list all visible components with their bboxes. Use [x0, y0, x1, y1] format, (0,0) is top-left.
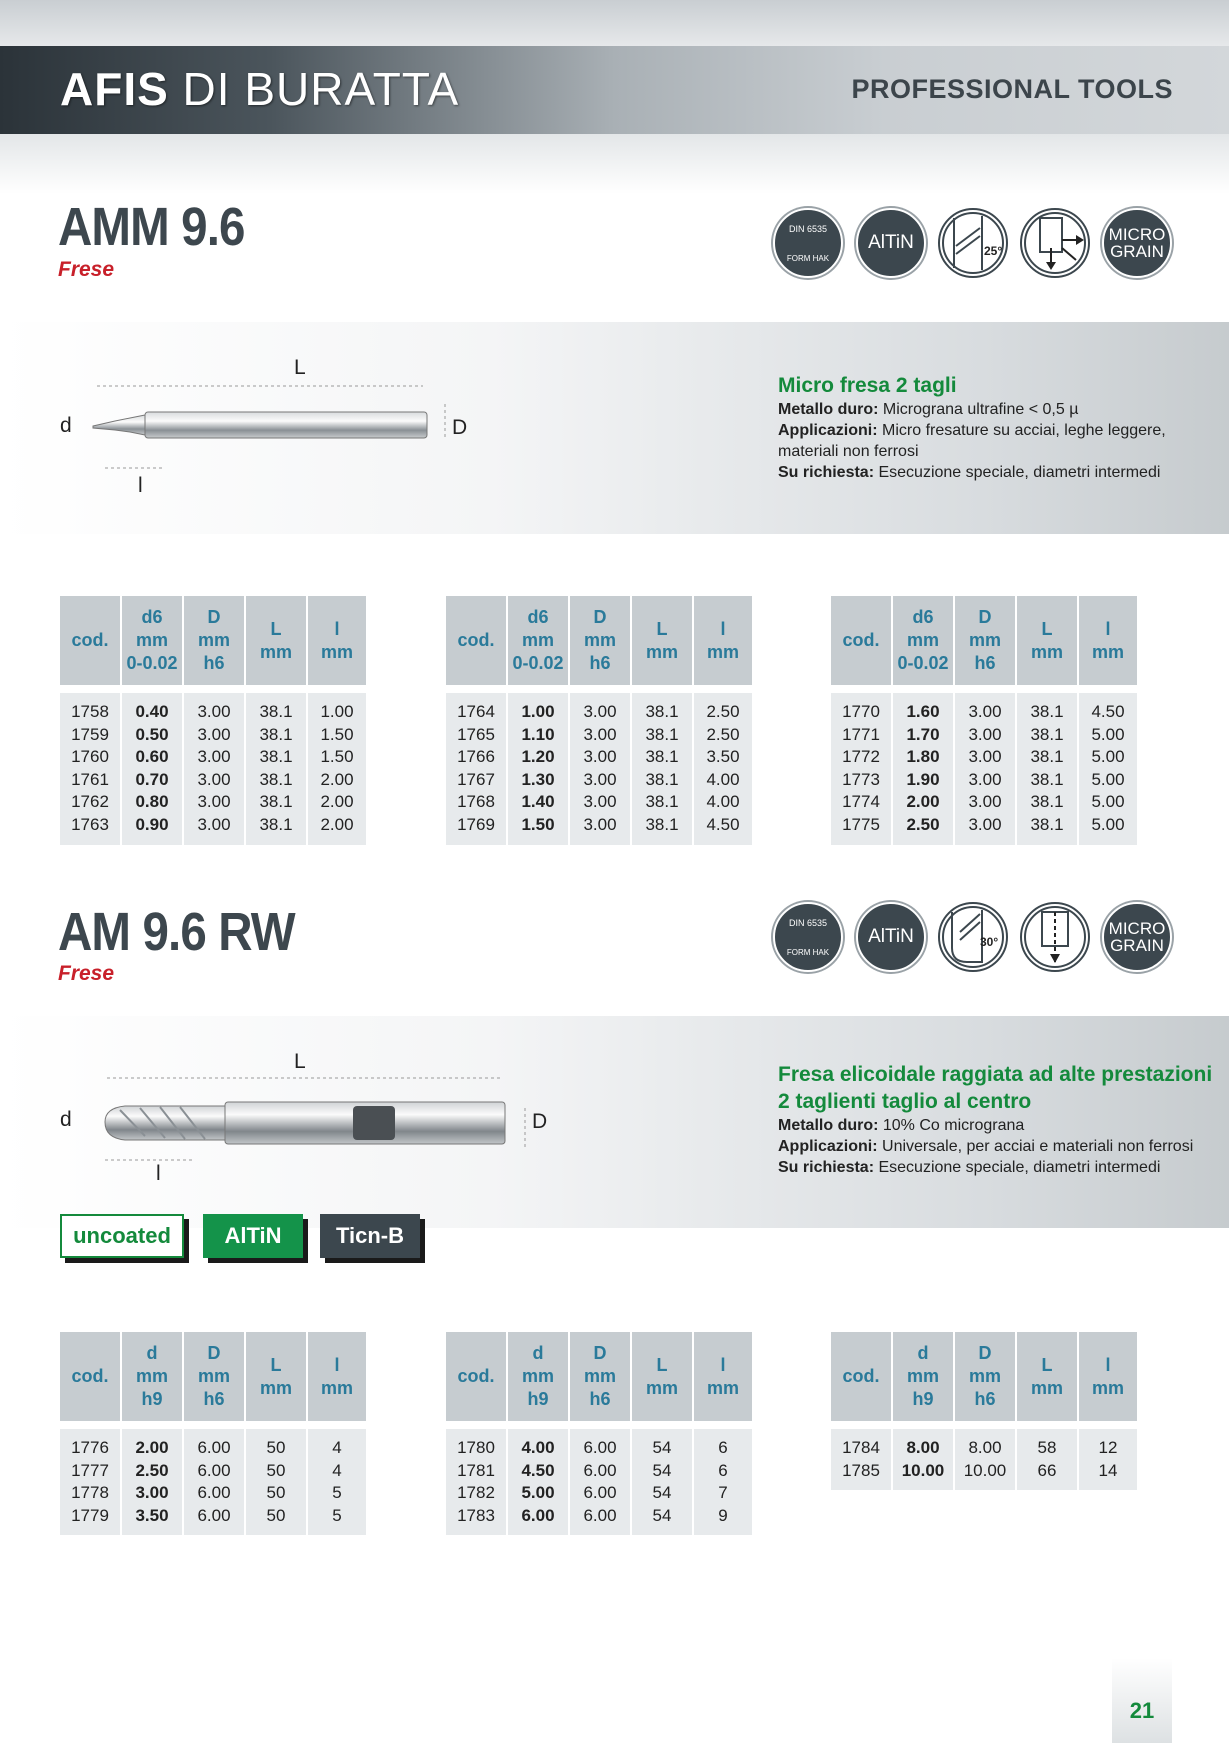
- table-cell: 5.00: [1091, 769, 1125, 789]
- table-body: [446, 693, 754, 845]
- table-column-l: [694, 693, 752, 845]
- table-cell: 1.70: [906, 724, 940, 744]
- table-cell: 5.00: [1091, 792, 1125, 812]
- table-cell: 1770: [842, 702, 880, 721]
- header-cell: l mm: [308, 596, 366, 685]
- table-column-d: [893, 693, 953, 845]
- dim-L-2: L: [294, 1050, 306, 1073]
- table-cell: 3.00: [197, 702, 231, 721]
- table-column-l: [308, 693, 366, 845]
- table-cell: 1773: [842, 769, 880, 789]
- micro-text: MICRO: [1108, 225, 1166, 244]
- table-cell: 14: [1098, 1460, 1118, 1480]
- table-cell: 3.00: [583, 769, 617, 789]
- table-column-cod: [831, 1429, 891, 1490]
- table-cell: 0.50: [135, 724, 169, 744]
- table-column-l: [308, 1429, 366, 1535]
- table-cell: 0.40: [135, 702, 169, 721]
- table-cell: 5.00: [1091, 747, 1125, 767]
- table-cell: 6.00: [583, 1505, 617, 1525]
- table-cell: 1783: [457, 1505, 495, 1525]
- table-cell: 38.1: [259, 747, 293, 767]
- table-header: [60, 596, 368, 685]
- dim-L-1: L: [294, 356, 306, 379]
- micrograin-badge: [1102, 902, 1172, 972]
- table-cell: 2.50: [906, 814, 940, 834]
- table-header: [446, 1332, 754, 1421]
- table-cell: 2.00: [320, 814, 354, 834]
- table-cell: 6.00: [197, 1505, 231, 1525]
- table-cell: 2.50: [706, 702, 740, 721]
- table-cell: 3.50: [706, 747, 740, 767]
- header-shadow: [0, 134, 1229, 194]
- table-cell: 3.00: [583, 724, 617, 744]
- table-cell: 3.00: [583, 792, 617, 812]
- table-cell: 2.50: [135, 1460, 169, 1480]
- table-cell: 5: [332, 1505, 342, 1525]
- table-cell: 38.1: [1030, 724, 1064, 744]
- table-cell: 1.50: [521, 814, 555, 834]
- table-column-L: [632, 1429, 692, 1535]
- header-cell: l mm: [1079, 596, 1137, 685]
- desc-line: Metallo duro: 10% Co micrograna: [778, 1117, 1025, 1134]
- table-body: [446, 1429, 754, 1535]
- table-cell: 12: [1098, 1438, 1118, 1457]
- tagline: PROFESSIONAL TOOLS: [851, 74, 1173, 104]
- table-cell: 4.00: [706, 769, 740, 789]
- table-body: [831, 1429, 1139, 1490]
- table-cell: 4.50: [706, 814, 740, 834]
- table-cell: 1767: [457, 769, 495, 789]
- table-cell: 0.60: [135, 747, 169, 767]
- header-cell: d mm h9: [122, 1332, 182, 1421]
- header-cell: cod.: [831, 596, 891, 685]
- din-bottom-text: FORM HAK: [786, 947, 830, 957]
- table-cell: 38.1: [1030, 769, 1064, 789]
- din-top-text: DIN 6535: [788, 917, 828, 928]
- din-badge: [773, 208, 843, 278]
- center-cut-icon: [1020, 902, 1090, 972]
- table-cell: 38.1: [259, 702, 293, 721]
- table-cell: 38.1: [1030, 792, 1064, 812]
- table-cell: 3.00: [968, 792, 1002, 812]
- desc-heading-2a: Fresa elicoidale raggiata ad alte prestazioni: [778, 1063, 1213, 1086]
- spec-table-2c: [831, 1332, 1139, 1490]
- table-cell: 1.50: [320, 724, 354, 744]
- table-cell: 1777: [71, 1460, 109, 1480]
- spec-table-1a: [60, 596, 368, 845]
- table-cell: 50: [266, 1483, 286, 1503]
- table-cell: 1.80: [906, 747, 940, 767]
- grain-text: GRAIN: [1110, 242, 1164, 261]
- table-column-cod: [60, 1429, 120, 1535]
- table-cell: 1764: [457, 702, 495, 721]
- table-header: [446, 596, 754, 685]
- table-column-D: [184, 693, 244, 845]
- brand-rest: DI BURATTA: [168, 63, 460, 115]
- header-cell: D mm h6: [184, 596, 244, 685]
- table-body: [60, 693, 368, 845]
- table-cell: 1.40: [521, 792, 555, 812]
- table-cell: 3.00: [135, 1483, 169, 1503]
- table-column-d: [508, 693, 568, 845]
- header-cell: D mm h6: [955, 1332, 1015, 1421]
- header-cell: L mm: [246, 596, 306, 685]
- table-column-L: [632, 693, 692, 845]
- table-column-D: [955, 693, 1015, 845]
- table-column-L: [246, 693, 306, 845]
- header-cell: D mm h6: [570, 1332, 630, 1421]
- header-cell: D mm h6: [570, 596, 630, 685]
- table-cell: 1781: [457, 1460, 495, 1480]
- table-cell: 1785: [842, 1460, 880, 1480]
- table-cell: 6: [718, 1460, 728, 1480]
- desc-line: Su richiesta: Esecuzione speciale, diametri intermedi: [778, 1159, 1161, 1176]
- spec-table-2a: [60, 1332, 368, 1535]
- table-cell: 3.00: [583, 814, 617, 834]
- table-body: [60, 1429, 368, 1535]
- table-header: [831, 596, 1139, 685]
- table-cell: 5.00: [1091, 724, 1125, 744]
- table-cell: 6.00: [521, 1505, 555, 1525]
- tool-drawing-2: [85, 1056, 548, 1176]
- table-cell: 38.1: [645, 747, 679, 767]
- brand-logo: [60, 62, 459, 116]
- spec-table-1b: [446, 596, 754, 845]
- table-cell: 3.00: [583, 747, 617, 767]
- table-cell: 1775: [842, 814, 880, 834]
- table-cell: 0.80: [135, 792, 169, 812]
- product-subtitle-1: Frese: [58, 258, 115, 281]
- din-badge: [773, 902, 843, 972]
- table-cell: 38.1: [259, 769, 293, 789]
- table-cell: 1784: [842, 1438, 880, 1457]
- table-cell: 1782: [457, 1483, 495, 1503]
- table-cell: 1766: [457, 747, 495, 767]
- table-cell: 5: [332, 1483, 342, 1503]
- table-cell: 8.00: [906, 1438, 940, 1457]
- table-cell: 6.00: [583, 1438, 617, 1457]
- desc-heading-2b: 2 taglienti taglio al centro: [778, 1090, 1032, 1113]
- header-cell: d6 mm 0-0.02: [508, 596, 568, 685]
- product-subtitle-2: Frese: [58, 962, 115, 985]
- table-cell: 10.00: [963, 1460, 1007, 1480]
- table-cell: 4.00: [521, 1438, 555, 1457]
- table-cell: 1.20: [521, 747, 555, 767]
- table-cell: 1763: [71, 814, 109, 834]
- table-cell: 1780: [457, 1438, 495, 1457]
- table-cell: 1765: [457, 724, 495, 744]
- table-header: [831, 1332, 1139, 1421]
- header-cell: d6 mm 0-0.02: [122, 596, 182, 685]
- table-cell: 38.1: [259, 724, 293, 744]
- table-column-D: [184, 1429, 244, 1535]
- table-cell: 3.00: [968, 814, 1002, 834]
- micro-text: MICRO: [1108, 919, 1166, 938]
- table-cell: 1774: [842, 792, 880, 812]
- table-cell: 3.00: [968, 769, 1002, 789]
- header-cell: l mm: [1079, 1332, 1137, 1421]
- table-column-l: [1079, 1429, 1137, 1490]
- product-title-1: AMM 9.6: [58, 197, 245, 257]
- desc-line: Su richiesta: Esecuzione speciale, diametri intermedi: [778, 464, 1161, 481]
- page-number: 21: [1112, 1658, 1172, 1743]
- table-cell: 66: [1037, 1460, 1057, 1480]
- header-cell: d mm h9: [508, 1332, 568, 1421]
- header-cell: cod.: [60, 1332, 120, 1421]
- table-cell: 9: [718, 1505, 728, 1525]
- table-cell: 3.00: [197, 814, 231, 834]
- dim-D-2: D: [532, 1110, 548, 1133]
- table-cell: 2.00: [320, 792, 354, 812]
- table-cell: 1768: [457, 792, 495, 812]
- table-column-l: [1079, 693, 1137, 845]
- header-cell: L mm: [632, 1332, 692, 1421]
- table-column-cod: [446, 1429, 506, 1535]
- desc-heading-1: Micro fresa 2 tagli: [778, 374, 957, 397]
- table-cell: 38.1: [259, 814, 293, 834]
- table-cell: 1776: [71, 1438, 109, 1457]
- table-cell: 7: [718, 1483, 728, 1503]
- coating-altin-tag: AlTiN: [203, 1214, 303, 1258]
- table-cell: 5.00: [1091, 814, 1125, 834]
- table-cell: 1.30: [521, 769, 555, 789]
- altin-badge: AlTiN: [856, 208, 926, 278]
- table-cell: 3.00: [197, 792, 231, 812]
- product-desc-1: [778, 372, 1166, 483]
- desc-line: Metallo duro: Micrograna ultrafine < 0,5 µ: [778, 401, 1079, 418]
- table-column-d: [122, 693, 182, 845]
- table-cell: 58: [1037, 1438, 1057, 1457]
- table-cell: 2.50: [706, 724, 740, 744]
- table-cell: 6.00: [197, 1483, 231, 1503]
- spec-table-2b: [446, 1332, 754, 1535]
- helix-angle-icon: [938, 902, 1008, 972]
- header-cell: L mm: [246, 1332, 306, 1421]
- cutting-direction-icon: [1020, 208, 1090, 278]
- dim-D-1: D: [452, 416, 468, 439]
- desc-line: Applicazioni: Universale, per acciai e materiali non ferrosi: [778, 1138, 1194, 1155]
- table-cell: 8.00: [968, 1438, 1002, 1457]
- table-cell: 54: [652, 1505, 672, 1525]
- dim-l-2: l: [156, 1162, 161, 1185]
- table-cell: 3.50: [135, 1505, 169, 1525]
- dim-d-2: d: [60, 1108, 72, 1131]
- table-cell: 1.00: [521, 702, 555, 721]
- table-column-L: [1017, 1429, 1077, 1490]
- table-column-l: [694, 1429, 752, 1535]
- table-cell: 3.00: [197, 724, 231, 744]
- table-column-cod: [831, 693, 891, 845]
- table-cell: 50: [266, 1505, 286, 1525]
- table-column-L: [1017, 693, 1077, 845]
- table-cell: 4.00: [706, 792, 740, 812]
- table-cell: 1760: [71, 747, 109, 767]
- header-cell: cod.: [60, 596, 120, 685]
- table-cell: 0.70: [135, 769, 169, 789]
- grain-text: GRAIN: [1110, 936, 1164, 955]
- din-bottom-text: FORM HAK: [786, 253, 830, 263]
- dim-l-1: l: [138, 474, 143, 497]
- table-cell: 3.00: [197, 747, 231, 767]
- table-column-D: [955, 1429, 1015, 1490]
- header-cell: l mm: [694, 1332, 752, 1421]
- table-column-d: [508, 1429, 568, 1535]
- dim-d-1: d: [60, 414, 72, 437]
- header-cell: L mm: [1017, 596, 1077, 685]
- table-cell: 1758: [71, 702, 109, 721]
- header-cell: D mm h6: [955, 596, 1015, 685]
- table-cell: 4: [332, 1438, 342, 1457]
- table-cell: 1778: [71, 1483, 109, 1503]
- header-cell: L mm: [1017, 1332, 1077, 1421]
- table-cell: 1769: [457, 814, 495, 834]
- table-cell: 1.60: [906, 702, 940, 721]
- table-cell: 3.00: [197, 769, 231, 789]
- table-cell: 6.00: [197, 1460, 231, 1480]
- table-cell: 38.1: [645, 724, 679, 744]
- table-cell: 2.00: [906, 792, 940, 812]
- table-cell: 3.00: [968, 747, 1002, 767]
- header-cell: l mm: [694, 596, 752, 685]
- brand-bold: AFIS: [60, 63, 169, 115]
- table-cell: 6: [718, 1438, 728, 1457]
- micrograin-badge: [1102, 208, 1172, 278]
- table-column-d: [893, 1429, 953, 1490]
- table-cell: 1.50: [320, 747, 354, 767]
- table-cell: 10.00: [901, 1460, 945, 1480]
- coating-ticnb-tag: Ticn-B: [320, 1214, 420, 1258]
- table-cell: 38.1: [645, 814, 679, 834]
- altin-badge: AlTiN: [856, 902, 926, 972]
- table-column-cod: [446, 693, 506, 845]
- desc-line: materiali non ferrosi: [778, 443, 919, 460]
- desc-line: Applicazioni: Micro fresature su acciai, leghe leggere,: [778, 422, 1166, 439]
- header-cell: cod.: [446, 1332, 506, 1421]
- svg-text:30°: 30°: [980, 935, 999, 949]
- helix-angle-icon: [938, 208, 1008, 278]
- table-column-D: [570, 693, 630, 845]
- table-cell: 38.1: [1030, 814, 1064, 834]
- table-cell: 1.90: [906, 769, 940, 789]
- product-desc-2: [778, 1061, 1212, 1178]
- coating-uncoated-tag: uncoated: [60, 1214, 184, 1258]
- table-cell: 2.00: [135, 1438, 169, 1457]
- spec-table-1c: [831, 596, 1139, 845]
- table-cell: 1762: [71, 792, 109, 812]
- table-cell: 1772: [842, 747, 880, 767]
- table-cell: 6.00: [583, 1483, 617, 1503]
- table-cell: 38.1: [259, 792, 293, 812]
- header-cell: L mm: [632, 596, 692, 685]
- table-cell: 1.10: [521, 724, 555, 744]
- table-cell: 54: [652, 1460, 672, 1480]
- table-cell: 38.1: [645, 702, 679, 721]
- table-column-cod: [60, 693, 120, 845]
- table-column-D: [570, 1429, 630, 1535]
- table-cell: 4: [332, 1460, 342, 1480]
- header-cell: cod.: [831, 1332, 891, 1421]
- table-cell: 54: [652, 1483, 672, 1503]
- table-cell: 3.00: [968, 702, 1002, 721]
- header-cell: d mm h9: [893, 1332, 953, 1421]
- table-cell: 38.1: [645, 769, 679, 789]
- table-cell: 38.1: [1030, 702, 1064, 721]
- table-cell: 1771: [842, 724, 880, 744]
- top-strip: [0, 0, 1229, 46]
- table-body: [831, 693, 1139, 845]
- table-cell: 2.00: [320, 769, 354, 789]
- header-cell: l mm: [308, 1332, 366, 1421]
- tool-drawing-1: [85, 360, 468, 480]
- table-cell: 54: [652, 1438, 672, 1457]
- table-column-d: [122, 1429, 182, 1535]
- din-top-text: DIN 6535: [788, 223, 828, 234]
- header-cell: D mm h6: [184, 1332, 244, 1421]
- table-cell: 50: [266, 1438, 286, 1457]
- table-cell: 38.1: [645, 792, 679, 812]
- table-cell: 5.00: [521, 1483, 555, 1503]
- table-cell: 38.1: [1030, 747, 1064, 767]
- header-cell: d6 mm 0-0.02: [893, 596, 953, 685]
- table-cell: 0.90: [135, 814, 169, 834]
- table-cell: 50: [266, 1460, 286, 1480]
- svg-text:25°: 25°: [984, 244, 1003, 258]
- table-cell: 1759: [71, 724, 109, 744]
- table-cell: 3.00: [968, 724, 1002, 744]
- table-cell: 3.00: [583, 702, 617, 721]
- table-cell: 4.50: [1091, 702, 1125, 721]
- table-cell: 4.50: [521, 1460, 555, 1480]
- table-cell: 1761: [71, 769, 109, 789]
- table-cell: 6.00: [583, 1460, 617, 1480]
- product-title-2: AM 9.6 RW: [58, 902, 295, 962]
- table-cell: 6.00: [197, 1438, 231, 1457]
- table-cell: 1.00: [320, 702, 354, 721]
- table-header: [60, 1332, 368, 1421]
- header-cell: cod.: [446, 596, 506, 685]
- table-column-L: [246, 1429, 306, 1535]
- table-cell: 1779: [71, 1505, 109, 1525]
